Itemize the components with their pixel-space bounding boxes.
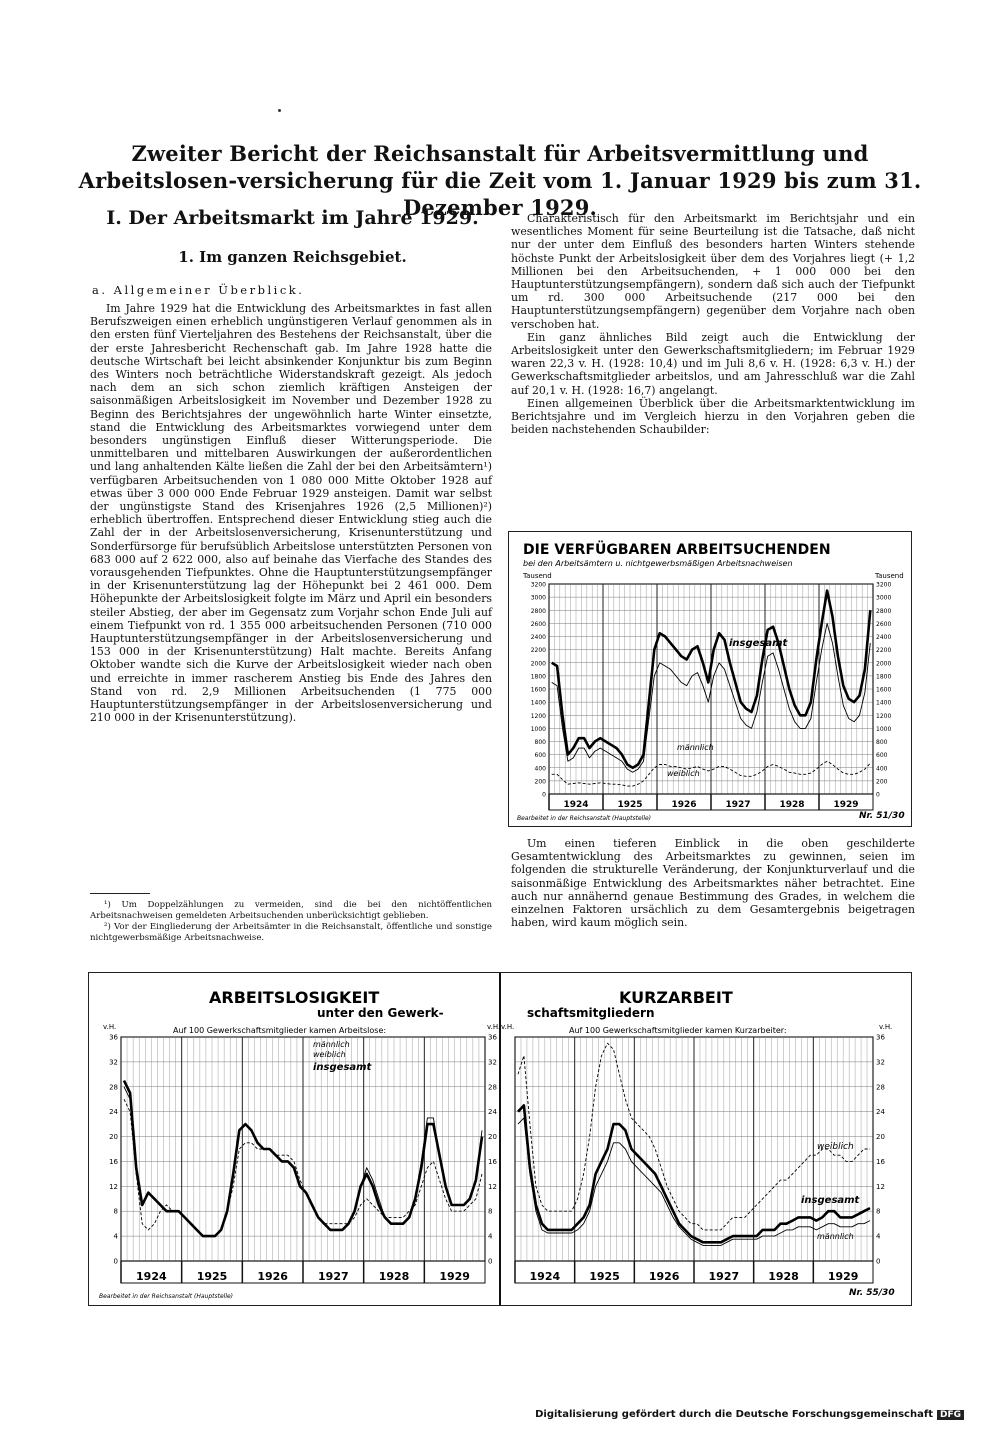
chart-arbeitsuchende-svg [509,532,911,826]
y-tick-label: 0 [113,1257,118,1266]
x-tick-label: 1928 [378,1270,410,1283]
y-tick-label: 28 [109,1083,118,1092]
right-paragraph: Einen allgemeinen Überblick über die Arbeitsmarktentwicklung im Berichtsjahre und im Vergleich hierzu in den Vorjahren geben die beiden nachstehenden Schaubilder: [511,396,915,437]
y-axis-label-mid2: v.H. [501,1023,515,1031]
y-tick-label: 32 [488,1058,497,1067]
y-tick-label: 16 [488,1157,497,1166]
y-tick-label: 36 [876,1033,885,1042]
y-tick-label: 36 [488,1033,497,1042]
page-title: Zweiter Bericht der Reichsanstalt für Arbeitsvermittlung und Arbeitslosen-versicherung für die Zeit vom 1. Januar 1929 bis zum 31. Dezember 1929. [78,141,922,220]
y-tick-label: 16 [109,1157,118,1166]
y-tick-label: 1400 [530,699,546,707]
y-axis-label-right: Tausend [875,572,904,580]
x-tick-label: 1927 [725,800,751,810]
y-tick-label: 2400 [876,634,892,641]
subsection-heading: 1. Im ganzen Reichsgebiet. [178,248,407,266]
y-tick-label: 4 [488,1232,493,1241]
y-tick-label: 2600 [876,620,892,628]
x-tick-label: 1924 [529,1270,561,1283]
x-tick-label: 1927 [708,1270,740,1283]
y-tick-label: 200 [876,778,888,786]
y-tick-label: 4 [876,1232,881,1241]
y-tick-label: 28 [876,1083,885,1092]
y-tick-label: 24 [109,1108,118,1117]
chart-arbeitsuchende [508,531,912,827]
y-axis-label-left: Tausend [523,572,552,580]
y-tick-label: 0 [542,791,546,799]
digitization-credit [535,1409,964,1420]
y-tick-label: 8 [113,1207,118,1216]
chart-subtitle-right: Auf 100 Gewerkschaftsmitglieder kamen Kurzarbeiter: [569,1026,787,1035]
chart-subtitle-left: Auf 100 Gewerkschaftsmitglieder kamen Arbeitslose: [173,1026,387,1035]
y-tick-label: 200 [534,778,546,786]
y-axis-label-mid: v.H. [487,1023,501,1031]
series-label: männlich [677,743,714,752]
y-tick-label: 4 [113,1232,118,1241]
y-tick-label: 12 [876,1182,885,1191]
y-tick-label: 2200 [876,647,892,655]
y-tick-label: 3200 [876,581,892,589]
x-tick-label: 1929 [439,1270,470,1283]
y-axis-label-left: v.H. [103,1023,117,1031]
y-tick-label: 1600 [530,686,546,694]
section-heading: I. Der Arbeitsmarkt im Jahre 1929. [106,207,479,229]
y-tick-label: 1800 [876,673,892,681]
chart-title: DIE VERFÜGBAREN ARBEITSUCHENDEN [523,542,831,558]
chart-title-left-sub: unter den Gewerk- [317,1006,444,1020]
series-label: weiblich [817,1142,854,1152]
y-tick-label: 600 [876,752,888,760]
y-tick-label: 24 [876,1108,885,1117]
footnote-1: ¹) Um Doppelzählungen zu vermeiden, sind die bei den nichtöffentlichen Arbeitsnachweisen gemeldeten Arbeitsuchenden unberücksichtigt geblieben. [90,900,492,921]
y-tick-label: 20 [488,1133,497,1142]
chart-source: Bearbeitet in der Reichsanstalt (Hauptstelle) [99,1293,234,1300]
y-tick-label: 20 [876,1133,885,1142]
x-tick-label: 1926 [671,800,697,810]
series-label: weiblich [313,1050,346,1059]
y-tick-label: 3000 [530,594,546,602]
x-tick-label: 1928 [768,1270,799,1283]
y-tick-label: 800 [534,739,546,746]
right-column-lower [511,837,915,929]
footnotes [90,900,492,944]
y-tick-label: 400 [876,765,888,773]
y-tick-label: 3200 [530,581,546,589]
x-tick-label: 1924 [563,800,589,810]
y-tick-label: 2200 [530,647,546,655]
x-tick-label: 1924 [136,1270,167,1283]
x-tick-label: 1925 [196,1270,228,1283]
y-tick-label: 32 [109,1058,118,1067]
dfg-logo: DFG [937,1410,964,1420]
y-tick-label: 0 [876,791,880,799]
series-label: weiblich [667,769,700,778]
y-tick-label: 12 [109,1182,118,1191]
y-tick-label: 12 [488,1182,497,1191]
y-tick-label: 1600 [876,686,892,694]
y-tick-label: 2800 [530,607,546,615]
y-tick-label: 36 [109,1033,118,1042]
y-tick-label: 32 [876,1058,885,1067]
x-tick-label: 1926 [257,1270,288,1283]
y-tick-label: 2000 [530,660,546,668]
y-tick-label: 800 [876,739,888,746]
chart-title-right-sub: schaftsmitgliedern [527,1006,655,1020]
left-column [90,302,492,725]
y-tick-label: 400 [534,765,546,773]
x-tick-label: 1925 [617,800,643,810]
y-tick-label: 1200 [530,712,546,720]
y-tick-label: 0 [876,1257,881,1266]
subsub-heading: a. Allgemeiner Überblick. [92,283,305,297]
y-tick-label: 20 [109,1133,118,1142]
print-speck [278,109,281,112]
x-tick-label: 1925 [589,1270,620,1283]
chart-title-left: ARBEITSLOSIGKEIT [209,988,380,1007]
y-tick-label: 1200 [876,712,892,720]
series-label: insgesamt [801,1195,860,1206]
y-tick-label: 8 [488,1207,493,1216]
series-label: insgesamt [729,638,788,649]
y-tick-label: 1000 [876,725,892,733]
series-label: männlich [817,1232,854,1241]
y-tick-label: 24 [488,1108,497,1117]
right-paragraph: Charakteristisch für den Arbeitsmarkt im Berichtsjahr und ein wesentliches Moment für seine Beurteilung ist die Tatsache, daß nicht nur der unter dem Einfluß des besonders harten Winters stehende höchste Punkt der Arbeitslosigkeit über dem des Vorjahres liegt (+ 1,2 Millionen bei den Arbeitsuchenden, + 1 000 000 bei den Hauptunterstützungsempfängern), sondern daß sich auch der Tiefpunkt um rd. 300 000 Arbeitsuchende (217 000 bei den Hauptunterstützungsempfängern) gegenüber dem Vorjahre nach oben verschoben hat. [511,212,915,331]
y-tick-label: 2400 [530,634,546,641]
credit-text: Digitalisierung gefördert durch die Deutsche Forschungsgemeinschaft [535,1409,933,1420]
series-label: männlich [313,1040,350,1049]
right-paragraph: Um einen tieferen Einblick in die oben geschilderte Gesamtentwicklung des Arbeitsmarktes zu gewinnen, seien im folgenden die strukturelle Veränderung, der Konjunkturverlauf und die saisonmäßige Entwicklung des Arbeitsmarktes näher betrachtet. Eine auch nur annähernd genaue Bestimmung des Grades, in welchem die einzelnen Faktoren ursächlich zu dem Gesamtergebnis beigetragen haben, wird kaum möglich sein. [511,837,915,930]
y-tick-label: 1400 [876,699,892,707]
footnote-divider [90,893,150,894]
right-column [511,212,915,436]
chart-source: Bearbeitet in der Reichsanstalt (Hauptstelle) [517,815,652,822]
y-tick-label: 1800 [530,673,546,681]
y-tick-label: 8 [876,1207,881,1216]
x-tick-label: 1929 [827,1270,859,1283]
chart-title-right: KURZARBEIT [619,988,733,1007]
chart-number: Nr. 51/30 [859,811,905,821]
left-paragraph: Im Jahre 1929 hat die Entwicklung des Arbeitsmarktes in fast allen Berufszweigen einen erheblich ungünstigeren Verlauf genommen als in den ersten fünf Vierteljahren des Bestehens der Reichsanstalt, über die der erste Jahresbericht Rechenschaft gab. Im Jahre 1928 hatte die deutsche Wirtschaft bei leicht absinkender Konjunktur bis zum Beginn des Winters noch beträchtliche Widerstandskraft gezeigt. Als jedoch nach dem an sich schon ziemlich kräftigen Ansteigen der saisonmäßigen Arbeitslosigkeit im November und Dezember 1928 zu Beginn des Berichtsjahres der ungewöhnlich harte Winter einsetzte, stand die Entwicklung des Arbeitsmarktes vorwiegend unter dem besonders ungünstigen Einfluß dieser Witterungsperiode. Die unmittelbaren und mittelbaren Auswirkungen der außerordentlichen und lang anhaltenden Kälte ließen die Zahl der bei den Arbeitsämtern¹) verfügbaren Arbeitsuchenden von 1 080 000 Mitte Oktober 1928 auf etwas über 3 000 000 Ende Februar 1929 ansteigen. Damit war selbst der ungünstigste Stand des Krisenjahres 1926 (2,5 Millionen)²) erheblich übertroffen. Entsprechend dieser Entwicklung stieg auch die Zahl der in der Arbeitslosenversicherung, Krisenunterstützung und Sonderfürsorge für berufsüblich Arbeitslose unterstützten Personen von 683 000 auf 2 622 000, also auf beinahe das Vierfache des Standes des vorausgehenden Tiefpunktes. Ohne die Hauptunterstützungsempfänger in der Krisenunterstützung lag der Höhepunkt bei 2 461 000. Dem Höhepunkte der Arbeitslosigkeit folgte im März und April ein besonders steiler Abstieg, der aber im Gegensatz zum Vorjahr schon Ende Juli auf einem Tiefpunkt von rd. 1 355 000 arbeitsuchenden Personen (710 000 Hauptunterstützungsempfänger in der Arbeitslosenversicherung und 153 000 in der Krisenunterstützung) Halt machte. Bereits Anfang Oktober wandte sich die Kurve der Arbeitslosigkeit wieder nach oben und erreichte in immer rascherem Anstieg bis Ende des Jahres den Stand von rd. 2,9 Millionen Arbeitsuchenden (1 775 000 Hauptunterstützungsempfänger in der Arbeitslosenversicherung und 210 000 in der Krisenunterstützung). [90,302,492,725]
y-tick-label: 1000 [530,725,546,733]
y-tick-label: 0 [488,1257,493,1266]
x-tick-label: 1928 [779,800,805,810]
y-tick-label: 2800 [876,607,892,615]
y-tick-label: 3000 [876,594,892,602]
series-label: insgesamt [313,1062,372,1073]
footnote-2: ²) Vor der Eingliederung der Arbeitsämter in die Reichsanstalt, öffentliche und sonstige nichtgewerbsmäßige Arbeitsnachweise. [90,922,492,943]
right-paragraph: Ein ganz ähnliches Bild zeigt auch die Entwicklung der Arbeitslosigkeit unter den Gewerkschaftsmitgliedern; im Februar 1929 waren 22,3 v. H. (1928: 10,4) und im Juli 8,6 v. H. (1928: 6,3 v. H.) der Gewerkschaftsmitglieder arbeitslos, und am Jahresschluß war die Zahl auf 20,1 v. H. (1928: 16,7) angelangt. [511,330,915,397]
y-tick-label: 2000 [876,660,892,668]
y-tick-label: 16 [876,1157,885,1166]
x-tick-label: 1927 [318,1270,349,1283]
y-tick-label: 28 [488,1083,497,1092]
x-tick-label: 1926 [648,1270,680,1283]
chart-subtitle: bei den Arbeitsämtern u. nichtgewerbsmäßigen Arbeitsnachweisen [523,559,793,568]
y-tick-label: 600 [534,752,546,760]
chart-gewerkschaften [88,972,912,1306]
x-tick-label: 1929 [833,800,859,810]
y-axis-label-right: v.H. [879,1023,893,1031]
chart-gewerkschaften-svg [89,973,911,1305]
y-tick-label: 2600 [530,620,546,628]
chart-number: Nr. 55/30 [849,1288,895,1298]
